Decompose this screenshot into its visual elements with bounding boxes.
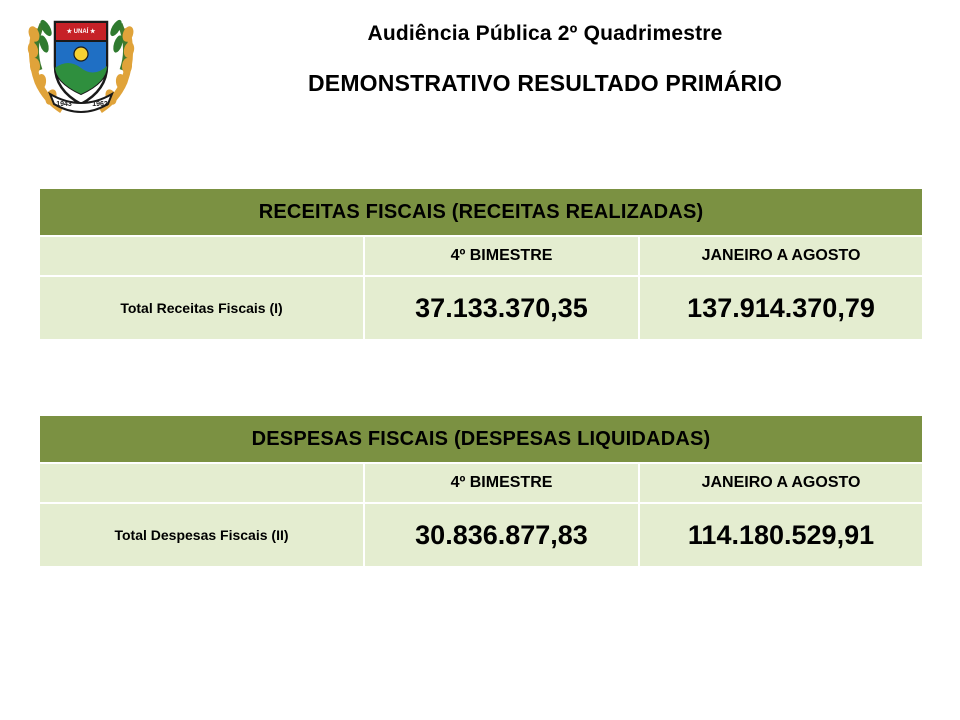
title-group xyxy=(150,22,940,97)
table-header-row xyxy=(39,463,923,503)
receitas-band-title: RECEITAS FISCAIS (RECEITAS REALIZADAS) xyxy=(39,188,923,236)
svg-text:★ UNAÍ ★: ★ UNAÍ ★ xyxy=(66,29,96,35)
receitas-fiscais-table xyxy=(36,185,920,343)
svg-text:1943: 1943 xyxy=(56,101,72,108)
despesas-value-bimestre: 30.836.877,83 xyxy=(364,503,639,567)
table-header-row xyxy=(39,236,923,276)
despesas-fiscais-table xyxy=(36,412,920,570)
despesas-header-blank xyxy=(39,463,364,503)
table-row xyxy=(39,503,923,567)
despesas-value-acumulado: 114.180.529,91 xyxy=(639,503,923,567)
despesas-header-acumulado: JANEIRO A AGOSTO xyxy=(639,463,923,503)
receitas-header-blank xyxy=(39,236,364,276)
despesas-band-title: DESPESAS FISCAIS (DESPESAS LIQUIDADAS) xyxy=(39,415,923,463)
page-title: Audiência Pública 2º Quadrimestre xyxy=(367,22,723,45)
receitas-header-acumulado: JANEIRO A AGOSTO xyxy=(639,236,923,276)
receitas-header-bimestre: 4º BIMESTRE xyxy=(364,236,639,276)
despesas-row-label: Total Despesas Fiscais (II) xyxy=(39,503,364,567)
table-band-row xyxy=(39,415,923,463)
svg-text:1962: 1962 xyxy=(92,101,108,108)
table-row xyxy=(39,276,923,340)
receitas-value-bimestre: 37.133.370,35 xyxy=(364,276,639,340)
receitas-value-acumulado: 137.914.370,79 xyxy=(639,276,923,340)
slide-header xyxy=(0,0,960,150)
brasao-unai-icon xyxy=(22,8,140,118)
despesas-header-bimestre: 4º BIMESTRE xyxy=(364,463,639,503)
page-subtitle: DEMONSTRATIVO RESULTADO PRIMÁRIO xyxy=(307,70,783,96)
receitas-row-label: Total Receitas Fiscais (I) xyxy=(39,276,364,340)
table-band-row xyxy=(39,188,923,236)
